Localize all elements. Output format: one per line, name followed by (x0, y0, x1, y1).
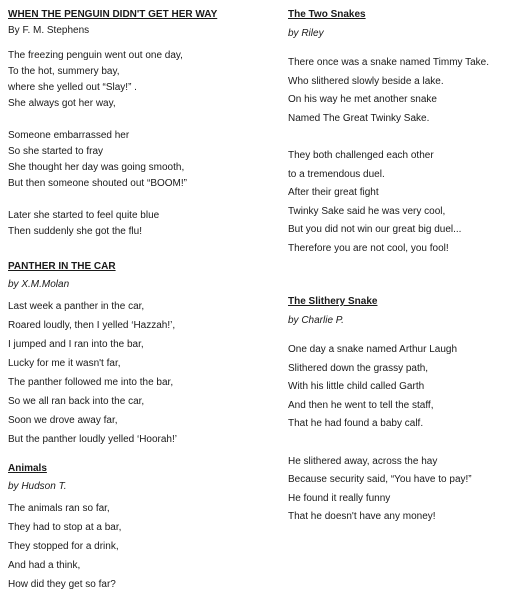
poem-author: By F. M. Stephens (8, 25, 90, 36)
poem-line: She always got her way, (8, 98, 116, 109)
poem-line: I jumped and I ran into the bar, (8, 339, 144, 350)
poem-line: Slithered down the grassy path, (288, 362, 429, 374)
poem-line: Roared loudly, then I yelled ‘Hazzah!’, (8, 320, 176, 331)
poem-line: They stopped for a drink, (8, 541, 119, 552)
poem-the-two-snakes (288, 8, 506, 254)
poem-line: And then he went to tell the staff, (288, 399, 434, 411)
poem-title: WHEN THE PENGUIN DIDN'T GET HER WAY (8, 9, 218, 20)
poem-line: Named The Great Twinky Sake. (288, 112, 430, 124)
poem-when-the-penguin-didn-t-get-her-way (8, 8, 278, 237)
poem-line: They had to stop at a bar, (8, 522, 122, 533)
poem-line: Later she started to feel quite blue (8, 210, 160, 221)
poem-line: Someone embarrassed her (8, 130, 130, 141)
poem-line: That he doesn't have any money! (288, 511, 436, 522)
poem-line: The animals ran so far, (8, 503, 110, 514)
poem-line: On his way he met another snake (288, 94, 437, 105)
poem-line: Therefore you are not cool, you fool! (288, 242, 449, 254)
poem-line: After their great fight (288, 187, 379, 198)
poem-line: So we all ran back into the car, (8, 396, 145, 407)
poem-author: by Riley (288, 28, 324, 39)
poem-line: So she started to fray (8, 146, 104, 157)
poem-line: But you did not win our great big duel... (288, 224, 462, 235)
poem-line: But then someone shouted out “BOOM!” (8, 178, 187, 189)
poem-line: He found it really funny (288, 492, 391, 504)
poem-line: Last week a panther in the car, (8, 301, 145, 312)
poem-title: PANTHER IN THE CAR (8, 261, 116, 272)
poem-line: One day a snake named Arthur Laugh (288, 344, 458, 355)
poem-line: Who slithered slowly beside a lake. (288, 75, 444, 87)
poem-line: They both challenged each other (288, 150, 434, 161)
poem-line: With his little child called Garth (288, 381, 425, 392)
poem-title: The Slithery Snake (288, 296, 378, 307)
poem-line: And had a think, (8, 560, 81, 571)
poem-line: But the panther loudly yelled ‘Hoorah!’ (8, 434, 177, 445)
poem-line: He slithered away, across the hay (288, 455, 438, 467)
poem-the-slithery-snake (288, 295, 506, 522)
poem-line: Soon we drove away far, (8, 415, 118, 426)
poem-line: That he had found a baby calf. (288, 418, 424, 429)
poem-line: She thought her day was going smooth, (8, 162, 185, 173)
poem-author: by X.M.Molan (8, 279, 70, 290)
poem-line: There once was a snake named Timmy Take. (288, 57, 490, 68)
poem-animals (8, 462, 278, 590)
poem-line: The freezing penguin went out one day, (8, 50, 183, 61)
poem-line: Because security said, “You have to pay!” (288, 474, 472, 485)
poem-line: Lucky for me it wasn't far, (8, 358, 121, 369)
poem-title: The Two Snakes (288, 9, 366, 20)
poem-line: The panther followed me into the bar, (8, 377, 174, 388)
poem-line: How did they get so far? (8, 579, 116, 590)
poem-title: Animals (8, 463, 47, 474)
poem-line: to a tremendous duel. (288, 168, 385, 180)
poem-author: by Charlie P. (288, 315, 344, 326)
poem-author: by Hudson T. (8, 481, 67, 492)
poem-panther-in-the-car (8, 260, 278, 445)
poem-line: Twinky Sake said he was very cool, (288, 205, 446, 217)
poem-line: where she yelled out “Slay!” . (8, 82, 137, 93)
poem-line: Then suddenly she got the flu! (8, 226, 142, 237)
poem-line: To the hot, summery bay, (8, 66, 120, 77)
